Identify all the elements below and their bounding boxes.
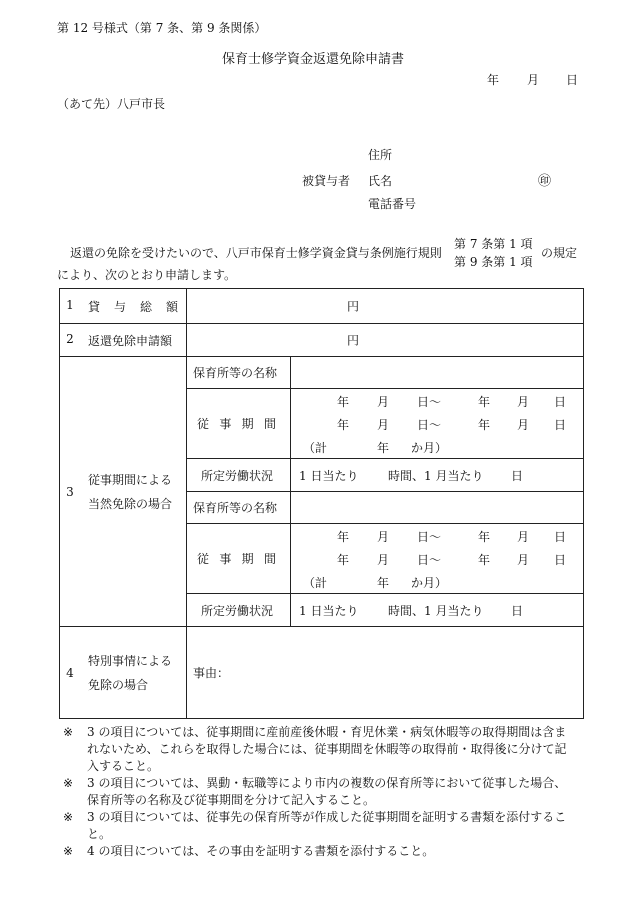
facility-name-label-2: 保育所等の名称: [187, 492, 291, 524]
row4-label-line2: 免除の場合: [88, 677, 149, 692]
row2-label: [60, 324, 187, 357]
row1-label-char: 額: [165, 299, 178, 314]
row4-label: [60, 627, 187, 719]
labor-label-1: 所定労働状況: [187, 459, 291, 492]
phone-label: 電話番号: [368, 197, 417, 211]
addressee: （あて先）八戸市長: [57, 97, 166, 111]
note-item: ※ 3 の項目については、異動・転職等により市内の複数の保育所等において従事した場合、保育所等の名称及び従事期間を分けて記入すること。: [63, 776, 567, 807]
row3-number: 3: [66, 484, 74, 499]
intro-clause-2: 第 9 条第 1 項: [454, 255, 533, 269]
row3-label-line2: 当然免除の場合: [88, 496, 173, 511]
reason-label: 事由：: [193, 666, 230, 680]
period-field-1[interactable]: 年 月 日～ 年 月 日 年 月 日～ 年 月 日 （計 年 か月）: [291, 389, 584, 459]
applicant-role-label: 被貸与者: [302, 174, 351, 188]
intro-clause-1: 第 7 条第 1 項: [454, 237, 533, 251]
row-exemption-amount: [60, 324, 584, 357]
page-title: 保育士修学資金返還免除申請書: [222, 52, 405, 67]
row2-number: 2: [66, 331, 74, 346]
row4-number: 4: [66, 665, 74, 680]
address-label: 住所: [368, 148, 393, 162]
labor-label-2: 所定労働状況: [187, 594, 291, 627]
labor-field-1[interactable]: 1 日当たり 時間、1 月当たり 日: [291, 459, 584, 492]
facility-name-field-2[interactable]: [291, 492, 584, 524]
row-special-circumstances: [60, 627, 584, 719]
name-label: 氏名: [368, 174, 393, 188]
row-loan-total: [60, 289, 584, 324]
period-label-2: 従 事 期 間: [187, 524, 291, 594]
notes: [63, 724, 578, 860]
seal-mark: ㊞: [538, 174, 552, 189]
note-item: ※ 3 の項目については、従事期間に産前産後休暇・育児休業・病気休暇等の取得期間は含まれないため、これらを取得した場合には、従事期間を休暇等の取得前・取得後に分けて記入すること。: [63, 725, 567, 773]
date-month-label: 月: [527, 73, 540, 87]
row3-label: [60, 357, 187, 627]
intro-text: 返還の免除を受けたいので、八戸市保育士修学資金貸与条例施行規則: [70, 246, 442, 260]
row1-label-char: 総: [139, 299, 152, 314]
note-item: ※ 4 の項目については、その事由を証明する書類を添付すること。: [63, 844, 435, 858]
row1-label-char: 与: [113, 299, 126, 314]
facility-name-field-1[interactable]: [291, 357, 584, 389]
yen-unit: 円: [347, 333, 360, 348]
yen-unit: 円: [347, 299, 360, 314]
intro-text-after: の規定: [541, 246, 578, 260]
application-table: [59, 288, 584, 719]
period-label-1: 従 事 期 間: [187, 389, 291, 459]
period-field-2[interactable]: 年 月 日～ 年 月 日 年 月 日～ 年 月 日 （計 年 か月）: [291, 524, 584, 594]
row1-number: 1: [66, 297, 74, 312]
row2-label-text: 返還免除申請額: [88, 333, 173, 348]
reason-field[interactable]: [187, 627, 584, 719]
intro-line2: により、次のとおり申請します。: [57, 268, 237, 282]
row1-label-char: 貸: [88, 299, 101, 314]
date-day-label: 日: [566, 73, 579, 87]
row1-label: [60, 289, 187, 324]
loan-total-field[interactable]: [187, 289, 584, 324]
form-number: 第 12 号様式（第 7 条、第 9 条関係）: [57, 21, 267, 35]
facility-name-label-1: 保育所等の名称: [187, 357, 291, 389]
labor-field-2[interactable]: 1 日当たり 時間、1 月当たり 日: [291, 594, 584, 627]
row3-label-line1: 従事期間による: [88, 472, 173, 487]
exemption-amount-field[interactable]: [187, 324, 584, 357]
row4-label-line1: 特別事情による: [88, 653, 173, 668]
date-year-label: 年: [487, 73, 500, 87]
note-item: ※ 3 の項目については、従事先の保育所等が作成した従事期間を証明する書類を添付すること。: [63, 810, 567, 841]
